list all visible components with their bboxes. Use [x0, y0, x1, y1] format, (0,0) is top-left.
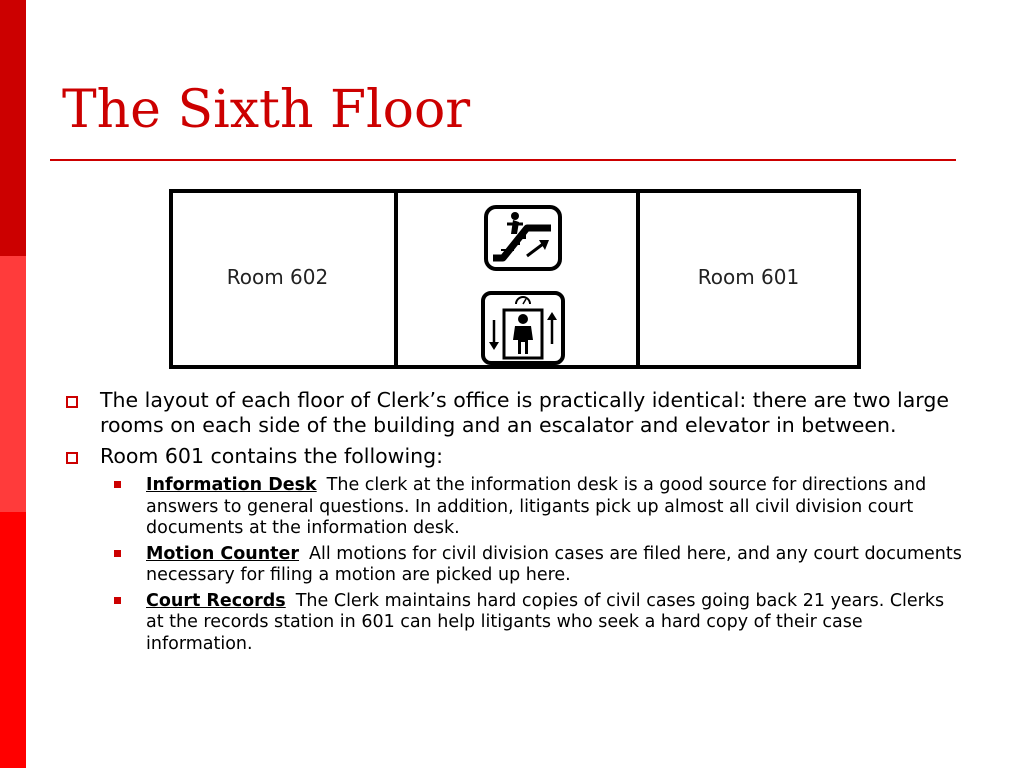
side-accent-bar-top	[0, 0, 26, 256]
sub-bullet-text: The clerk at the information desk is a good source for directions and answers to general questions. In addition, litigants pick up almost all civil division court documents at the information desk.	[146, 475, 927, 538]
term-information-desk: Information Desk	[146, 475, 317, 495]
room-right	[640, 193, 857, 365]
bullet-room-601	[62, 444, 972, 469]
term-court-records: Court Records	[146, 590, 286, 611]
term-motion-counter: Motion Counter	[146, 543, 300, 564]
filled-square-bullet-icon	[114, 550, 121, 557]
side-accent-bar-bottom	[0, 512, 26, 768]
bullet-text: Room 601 contains the following:	[100, 444, 444, 468]
filled-square-bullet-icon	[114, 597, 121, 604]
hollow-square-bullet-icon	[66, 396, 78, 408]
hollow-square-bullet-icon	[66, 452, 78, 464]
room-602-label: Room 602	[226, 265, 329, 289]
bullet-layout	[62, 388, 972, 438]
room-601-label: Room 601	[697, 265, 800, 289]
side-accent-bar-middle	[0, 256, 26, 512]
room-left	[173, 193, 398, 365]
sub-bullet-information-desk	[62, 475, 972, 540]
elevator-icon	[480, 290, 566, 366]
slide-body	[62, 388, 972, 659]
sub-bullet-motion-counter	[62, 544, 972, 587]
escalator-icon	[483, 204, 563, 272]
title-divider	[50, 159, 956, 161]
sub-bullet-text: All motions for civil division cases are filed here, and any court documents necessary for filing a motion are picked up here.	[146, 543, 962, 585]
floor-map	[169, 189, 861, 369]
sub-bullet-text: The Clerk maintains hard copies of civil cases going back 21 years. Clerks at the records station in 601 can help litigants who seek a hard copy of their case information.	[146, 590, 945, 654]
escalator-elevator-area	[398, 193, 640, 365]
sub-bullet-court-records	[62, 591, 972, 656]
slide-title: The Sixth Floor	[62, 80, 471, 140]
filled-square-bullet-icon	[114, 481, 121, 488]
bullet-text: The layout of each floor of Clerk’s office is practically identical: there are two large rooms on each side of the building and an escalator and elevator in between.	[100, 388, 949, 437]
